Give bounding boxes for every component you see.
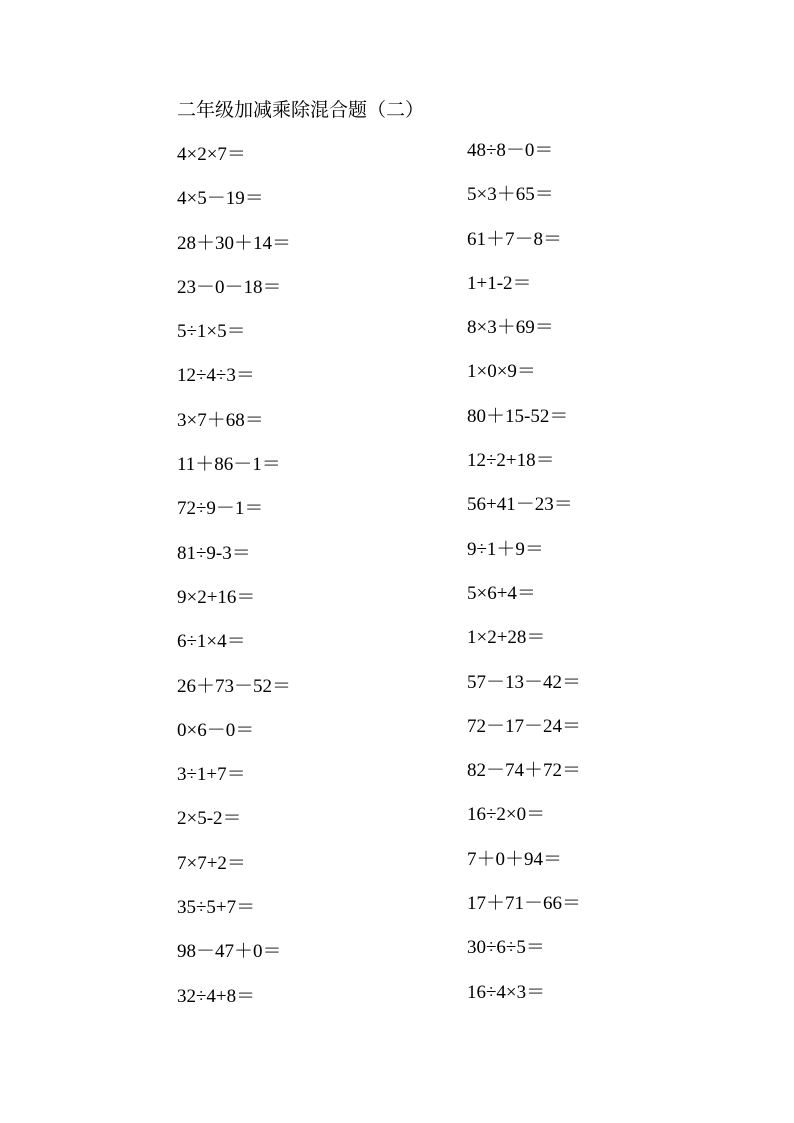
math-problem: 17＋71－66＝ xyxy=(467,893,582,915)
math-problem: 28＋30＋14＝ xyxy=(177,232,292,254)
right-problem-column xyxy=(467,138,581,1024)
math-problem: 61＋7－8＝ xyxy=(467,228,563,250)
math-problem: 82－74＋72＝ xyxy=(467,760,582,782)
math-problem: 1×0×9＝ xyxy=(467,361,536,383)
math-problem: 57－13－42＝ xyxy=(467,671,582,693)
math-problem: 30÷6÷5＝ xyxy=(467,937,545,959)
math-problem: 56+41－23＝ xyxy=(467,494,573,516)
math-problem: 48÷8－0＝ xyxy=(467,140,554,161)
left-problem-column xyxy=(177,142,291,1028)
page-title: 二年级加减乘除混合题（二） xyxy=(177,100,425,121)
math-problem: 72－17－24＝ xyxy=(467,715,582,737)
math-problem: 2×5-2＝ xyxy=(177,808,242,830)
math-problem: 7×7+2＝ xyxy=(177,852,246,874)
math-problem: 98－47＋0＝ xyxy=(177,941,282,963)
math-problem: 7＋0＋94＝ xyxy=(467,848,563,870)
math-problem: 4×2×7＝ xyxy=(177,144,246,165)
math-problem: 16÷4×3＝ xyxy=(467,981,546,1003)
math-problem: 11＋86－1＝ xyxy=(177,454,281,476)
math-problem: 16÷2×0＝ xyxy=(467,804,546,826)
math-problem: 81÷9-3＝ xyxy=(177,542,251,564)
math-problem: 23－0－18＝ xyxy=(177,276,282,298)
math-problem: 3×7＋68＝ xyxy=(177,409,264,431)
math-problem: 9×2+16＝ xyxy=(177,586,256,608)
math-problem: 80＋15-52＝ xyxy=(467,405,569,427)
math-problem: 12÷2+18＝ xyxy=(467,450,555,472)
math-problem: 5×6+4＝ xyxy=(467,582,536,604)
math-problem: 4×5－19＝ xyxy=(177,188,264,210)
math-problem: 12÷4÷3＝ xyxy=(177,365,255,387)
math-problem: 35÷5+7＝ xyxy=(177,897,256,919)
math-problem: 0×6－0＝ xyxy=(177,719,255,741)
math-problem: 6÷1×4＝ xyxy=(177,631,246,653)
math-problem: 5×3＋65＝ xyxy=(467,184,554,206)
math-problem: 1+1-2＝ xyxy=(467,272,532,294)
math-problem: 5÷1×5＝ xyxy=(177,321,246,343)
math-problem: 32÷4+8＝ xyxy=(177,985,256,1007)
math-problem: 26＋73－52＝ xyxy=(177,675,292,697)
math-problem: 1×2+28＝ xyxy=(467,627,546,649)
math-problem: 9÷1＋9＝ xyxy=(467,538,544,560)
math-problem: 8×3＋69＝ xyxy=(467,317,554,339)
math-problem: 3÷1+7＝ xyxy=(177,764,246,786)
math-problem: 72÷9－1＝ xyxy=(177,498,264,520)
